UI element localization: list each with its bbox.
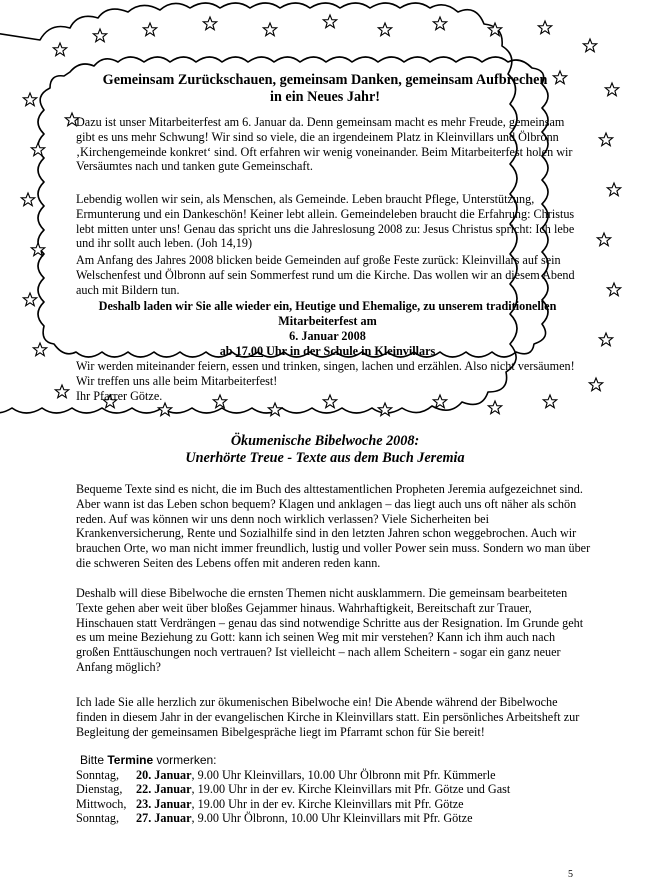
schedule-date: 23. Januar (136, 796, 192, 811)
bibelwoche-paragraph-2: Deshalb will diese Bibelwoche die ernsten Themen nicht ausklammern. Die gemeinsam bearbeiteten Texte gehen aber weit über bloßes Gejammer hinaus. Wahrhaftigkeit, Bereitschaft zur Trauer, Hinschauen statt Verdrängen – genau das sind notwendige Schritte aus der Resignation. Im Grunde geht es um meine Beziehung zu Gott: kann ich seinen Weg mit mir verstehen? Kann ich ihm auch nach großen Enttäuschungen noch vertrauen? Ist vielleicht – nach allem Scheitern - sogar ein ganz neuer Anfang möglich? (76, 586, 584, 674)
fest-signature: Ihr Pfarrer Götze. (76, 389, 163, 403)
schedule-entry (136, 797, 510, 811)
page-number: 5 (568, 869, 573, 880)
termine-heading (80, 753, 217, 768)
schedule-entry (136, 768, 510, 782)
bibelwoche-title (60, 433, 590, 467)
fest-title-line-2: in ein Neues Jahr! (270, 89, 380, 105)
schedule-date: 20. Januar (136, 768, 192, 782)
schedule-entry (136, 782, 510, 796)
schedule-details: , 19.00 Uhr in der ev. Kirche Kleinvillars mit Pfr. Götze und Gast (191, 782, 511, 797)
fest-closing: Wir werden miteinander feiern, essen und trinken, singen, lachen und erzählen. Also nicht versäumen! Wir treffen uns alle beim Mitarbeiterfest! (76, 359, 575, 388)
schedule-row (76, 768, 510, 782)
schedule-day: Mittwoch, (76, 796, 127, 811)
fest-date: 6. Januar 2008 (289, 329, 366, 343)
termine-suffix: vormerken: (156, 753, 217, 767)
fest-time-suffix: Uhr in der Schule in Kleinvillars (266, 344, 436, 358)
fest-paragraph-3: Am Anfang des Jahres 2008 blicken beide Gemeinden auf große Feste zurück: Kleinvillars auf sein Welschenfest und Ölbronn auf sein Sommerfest rund um die Kirche. Das wollen wir an diesem Abend auch mit Bildern tun. (76, 253, 575, 297)
fest-paragraph-2: Lebendig wollen wir sein, als Menschen, als Gemeinde. Leben braucht Pflege, Unterstützung, Ermunterung und ein Dankeschön! Keiner lebt allein. Gemeindeleben braucht die Erfahrung: Christus lebt mitten unter uns! Genau das spricht uns die Jahreslosung 2008 zu: Jesus Christus spricht: Ich lebe und ihr sollt auch leben. (Joh 14,19) (76, 192, 575, 251)
fest-time (70, 344, 585, 359)
schedule-day: Sonntag, (76, 810, 119, 825)
schedule-entry (136, 811, 510, 825)
schedule-details: , 9.00 Uhr Kleinvillars, 10.00 Uhr Ölbronn mit Pfr. Kümmerle (191, 768, 496, 782)
fest-title-line-1: Gemeinsam Zurückschauen, gemeinsam Danken, gemeinsam Aufbrechen (102, 72, 548, 88)
schedule-row (76, 811, 510, 825)
fest-title (60, 72, 590, 106)
fest-invitation: Deshalb laden wir Sie alle wieder ein, Heutige und Ehemalige, zu unserem traditionellen Mitarbeiterfest am (98, 299, 557, 328)
schedule-details: , 9.00 Uhr Ölbronn, 10.00 Uhr Kleinvillars mit Pfr. Götze (191, 810, 473, 825)
schedule-row (76, 797, 510, 811)
schedule-date: 27. Januar (136, 810, 192, 825)
termine-word: Termine (107, 753, 154, 767)
schedule-day: Sonntag, (76, 768, 119, 782)
bibelwoche-paragraph-3: Ich lade Sie alle herzlich zur ökumenischen Bibelwoche ein! Die Abende während der Bibelwoche finden in diesem Jahr in der evangelischen Kirche in Kleinvillars statt. Ein persönliches Arbeitsheft zur Begleitung der gemeinsamen Bibelgespräche liegt im Pfarramt schon für Sie bereit! (76, 695, 580, 739)
fest-time-prefix: ab (219, 344, 233, 358)
fest-time-value: 17.00 (235, 344, 264, 358)
termine-schedule (76, 768, 510, 825)
bibelwoche-paragraph-1: Bequeme Texte sind es nicht, die im Buch des alttestamentlichen Propheten Jeremia aufgezeichnet sind. Aber wann ist das Leben schon bequem? Klagen und anklagen – das liegt auch uns oft näher als schön reden. Auf was können wir uns denn noch wirklich verlassen? Viele Sicherheiten bei Krankenversicherung, Rente und Sozialhilfe sind in den letzten Jahren schon weggebrochen. Auch wir brauchen Orte, wo man nicht immer freundlich, lustig und voller Power sein muss. Sondern wo man über die schweren Seiten des Lebens offen mit anderen reden kann. (76, 482, 591, 570)
schedule-day: Dienstag, (76, 782, 123, 797)
fest-paragraph-1: Dazu ist unser Mitarbeiterfest am 6. Januar da. Denn gemeinsam macht es mehr Freude, gemeinsam gibt es uns mehr Schwung! Wir sind so viele, die an irgendeinem Platz in Kleinvillars und Ölbronn ‚Kirchengemeinde konkret‘ sind. Oft erfahren wir wenig voneinander. Beim Mitarbeiterfest holen wir Versäumtes nach und tanken gute Gemeinschaft. (76, 115, 573, 174)
schedule-details: , 19.00 Uhr in der ev. Kirche Kleinvillars mit Pfr. Götze (191, 796, 464, 811)
schedule-row (76, 782, 510, 796)
termine-prefix: Bitte (80, 753, 105, 767)
bibelwoche-title-line-2: Unerhörte Treue - Texte aus dem Buch Jeremia (185, 450, 465, 466)
schedule-date: 22. Januar (136, 782, 192, 797)
bibelwoche-title-line-1: Ökumenische Bibelwoche 2008: (230, 433, 420, 449)
